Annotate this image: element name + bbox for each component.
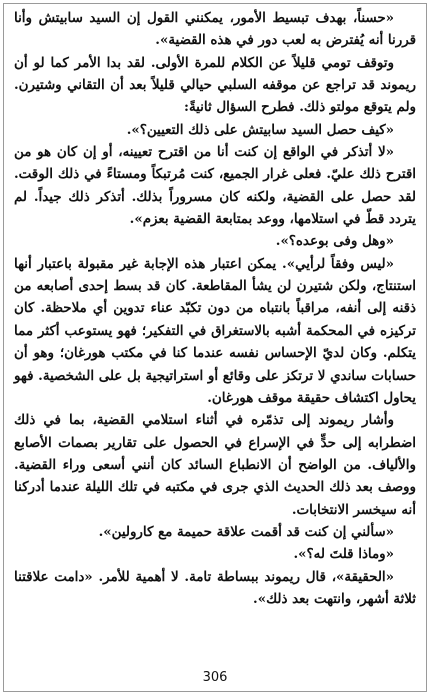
paragraph: وتوقف تومي قليلاً عن الكلام للمرة الأولى. لقد بدا الأمر كما لو أن ريموند قد تراجع عن موقفه السلبي حيالي قليلاً بعد أن التقاني وشتيرن. ولم يتوقع مولتو ذلك. فطرح السؤال ثانيةً: [14, 54, 416, 116]
paragraph: «سألني إن كنت قد أقمت علاقة حميمة مع كارولين». [98, 523, 394, 540]
paragraph: وأشار ريموند إلى تذمّره في أثناء استلامي القضية، بما في ذلك اضطرابه إلى حدٍّ في الإسراع في الحصول على تقارير بصمات الأصابع والألياف. من الواضح أن الانطباع السائد كان أنني أسعى وراء القضية. ووصف بعد ذلك الحديث الذي جرى في مكتبه في تلك الليلة عندما أدركنا أنه سيخسر الانتخابات. [14, 412, 416, 518]
paragraph: «وماذا قلتَ له؟». [293, 546, 394, 563]
book-page [3, 3, 427, 692]
page-body-text [14, 7, 416, 610]
paragraph: «ليس وفقاً لرأيي». يمكن اعتبار هذه الإجابة غير مقبولة باعتبار أنها استنتاج، ولكن شتيرن لن يشأ المقاطعة. كان قد بسط إحدى أصابعه من ذقنه إلى أنفه، مراقباً بانتباه من دون تكبّد عناء تدوين أي ملاحظة. كان تركيزه في المحكمة أشبه بالاستغراق في التفكير؛ فهو يستوعب أكثر مما يتكلم. وكان لديّ الإحساس نفسه عندما كنا في مكتب هورغان؛ وهو أن حسابات ساندي لا ترتكز على وقائع أو استراتيجية بل على الشخصية. فهو يحاول اكتشاف حقيقة موقف هورغان. [14, 255, 416, 406]
page-number: 306 [202, 670, 228, 685]
paragraph: «وهل وفى بوعده؟». [275, 233, 394, 250]
paragraph: «الحقيقة»، قال ريموند ببساطة تامة. لا أهمية للأمر. «دامت علاقتنا ثلاثة أشهر، وانتهت بعد ذلك». [14, 568, 416, 607]
paragraph: «كيف حصل السيد سابيتش على ذلك التعيين؟». [126, 121, 394, 138]
paragraph: «حسناً، بهدف تبسيط الأمور، يمكنني القول إن السيد سابيتش وأنا قررنا أنه يُفترض به لعب دور في هذه القضية». [14, 10, 416, 49]
paragraph: «لا أتذكر في الواقع إن كنت أنا من اقترح تعيينه، أو إن كان هو من اقترح ذلك عليّ. فعلى غرار الجميع، كنت مُرتبكاً ومستاءً في ذلك الوقت. لقد حصل على القضية، ولكنه كان مسروراً بذلك. أتذكر ذلك جيداً. لم يتردد قطّ في استلامها، ووعد بمتابعة القضية بعزم». [14, 144, 416, 228]
